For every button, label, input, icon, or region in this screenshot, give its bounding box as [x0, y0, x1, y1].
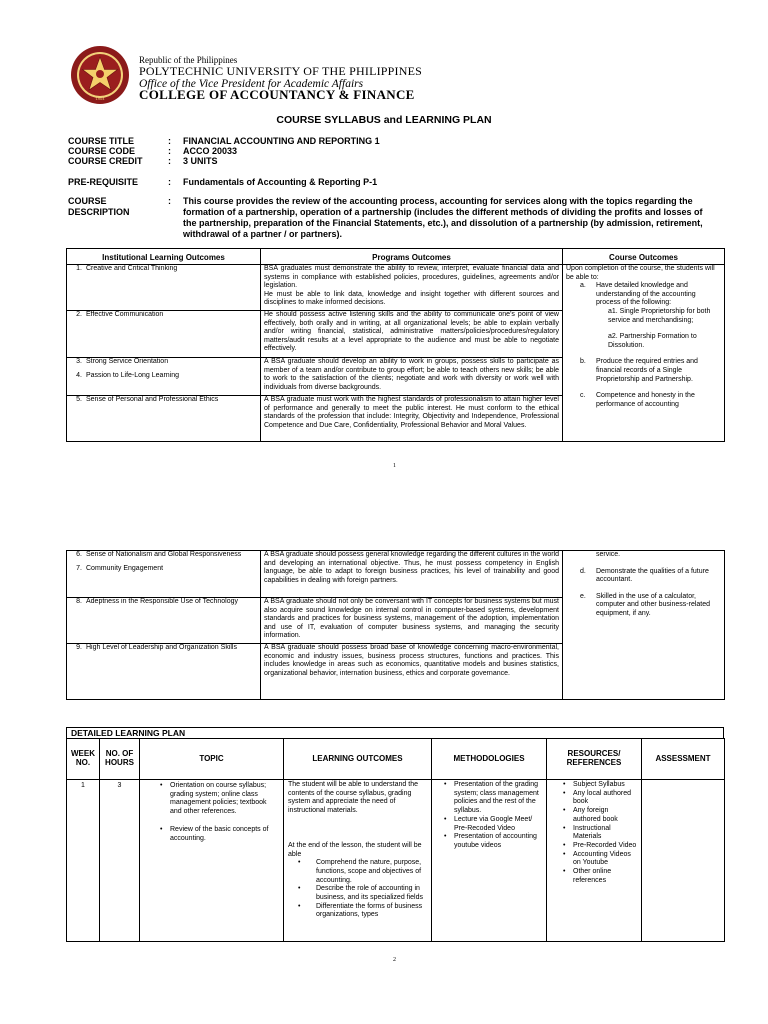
colon: : — [168, 146, 171, 156]
co-item-d: d. Demonstrate the qualities of a future accountant. — [580, 567, 709, 584]
dlp-topic-item: • Orientation on course syllabus; grading system; online class management policies; textbook and other references. — [158, 782, 277, 817]
ilo-item: 9. High Level of Leadership and Organization Skills — [76, 644, 237, 651]
po-cell: A BSA graduate must work with the highest standards of professionalism to attain higher level of performance and generally to meet the public interest. He must conform to the ethical standards of the profession that include: Integrity, Objectivity and Independence, Professional Competence and Due Care, Confidentiality, Professional Behavior and Moral Values. — [261, 396, 563, 442]
po-cell: A BSA graduate should not only be conversant with IT concepts for business systems but must also acquire sound knowledge on internal control in computer-based systems, development standards and practices for business systems, management of the adoption, implementation and use of IT, evaluation of computer business systems, and managing the security information. — [261, 598, 563, 644]
dlp-resource-item: • Accounting Videos on Youtube — [561, 851, 637, 868]
po-cell: He should possess active listening skills and the ability to communicate one’s point of view effectively, both orally and in writing, at all organizational levels; be able to explain verbally and/or writing financial, statistical, administrative matters/policies/procedures/regulatory matters/audit results at a level appropriate to the audience and must be able to negotiate effectively. — [261, 311, 563, 358]
course-description: This course provides the review of the accounting process, accounting for services along with the topics regarding the formation of a partnership, operation of a partnership (includes the different methods of dividing the profits and losses of the partnership, preparation of the Financial Statements, etc.), and dissolution of a partnership (by admission, retirement, withdrawal of a partner / or partners). — [183, 196, 703, 239]
ilo-item: 6. Sense of Nationalism and Global Responsiveness — [76, 551, 242, 558]
dlp-lo-intro: At the end of the lesson, the student will be able — [288, 841, 422, 858]
prerequisite-value: Fundamentals of Accounting & Reporting P-1 — [183, 177, 378, 187]
course-credit-value: 3 UNITS — [183, 156, 218, 166]
dlp-topic-item: • Review of the basic concepts of accounting. — [158, 826, 277, 843]
header-republic: Republic of the Philippines — [139, 55, 238, 65]
dlp-lo-intro: The student will be able to understand the contents of the course syllabus, grading system and appreciate the need of instructional materials. — [288, 781, 418, 815]
co-intro: Upon completion of the course, the students will be able to: — [566, 265, 715, 281]
svg-text:1904: 1904 — [95, 96, 105, 101]
description-label-2: DESCRIPTION — [68, 207, 130, 217]
dlp-resource-item: • Instructional Materials — [561, 825, 637, 842]
po-cell — [261, 265, 563, 311]
po-cell: A BSA graduate should develop an ability to work in groups, possess skills to participate as member of a team and/or contribute to group effort; be able to teach others new skills; be able to work to the satisfaction of the clients; negotiate and work with diversity or work well with individuals from diverse backgrounds. — [261, 358, 563, 396]
dlp-resource-item: • Subject Syllabus — [561, 781, 637, 790]
co-cell — [563, 265, 725, 442]
ilo-cell — [67, 396, 261, 442]
dlp-hours: 3 — [100, 780, 140, 942]
ilo-cell — [67, 358, 261, 396]
dlp-lo-item: • Differentiate the forms of business organizations, types — [296, 903, 427, 920]
po-text: BSA graduates must demonstrate the ability to review, interpret, evaluate financial data and systems in compliance with established policies, procedures, guidelines, agreements and/or legislation. — [264, 265, 559, 290]
document-title: COURSE SYLLABUS and LEARNING PLAN — [276, 114, 492, 126]
ilo-item: 7. Community Engagement — [76, 564, 164, 572]
dlp-resource-item: • Any foreign authored book — [561, 807, 637, 824]
colon: : — [168, 136, 171, 146]
dlp-table — [66, 738, 725, 942]
co-item-e: e. Skilled in the use of a calculator, computer and other business-related equipment, if any. — [580, 592, 711, 617]
course-code-value: ACCO 20033 — [183, 146, 238, 156]
colon: : — [168, 177, 171, 187]
dlp-week: 1 — [67, 780, 100, 942]
dlp-lo-item: • Comprehend the nature, purpose, functions, scope and objectives of accounting. — [296, 859, 427, 885]
page-number: 1 — [393, 463, 396, 469]
dlp-resources-cell — [547, 780, 642, 942]
dlp-topic-cell — [140, 780, 284, 942]
dlp-title: DETAILED LEARNING PLAN — [66, 727, 724, 738]
co-item-c: c. Competence and honesty in the performance of accounting — [580, 392, 695, 408]
dlp-lo-item: • Describe the role of accounting in business, and its specialized fields — [296, 885, 427, 902]
co-item-b: b. Produce the required entries and financial records of a Single Proprietorship and Partnership. — [580, 358, 698, 383]
dlp-method-item: • Presentation of the grading system; class management policies and the rest of the syllabus. — [442, 781, 540, 816]
ilo-item: 3. Strong Service Orientation — [76, 358, 169, 365]
dlp-header-methodologies: METHODOLOGIES — [432, 739, 547, 780]
header-college: COLLEGE OF ACCOUNTANCY & FINANCE — [139, 87, 415, 102]
dlp-method-item: • Presentation of accounting youtube videos — [442, 833, 540, 850]
ilo-cell — [67, 551, 261, 598]
university-seal — [70, 45, 130, 105]
course-code-label: COURSE CODE — [68, 146, 136, 156]
dlp-methodologies-cell — [432, 780, 547, 942]
po-cell: A BSA graduate should possess broad base of knowledge concerning macro-environmental, economic and industry issues, business process structures, functions and practices. This includes knowledge in areas such as economics, quantitative models and busines statistics, organizational behavior, internation business, ethics and corporate governance. — [261, 644, 563, 700]
ilo-cell — [67, 644, 261, 700]
header-po: Programs Outcomes — [261, 249, 563, 265]
dlp-header-hours: NO. OF HOURS — [100, 739, 140, 780]
page-number: 2 — [393, 957, 396, 963]
dlp-header-week: WEEK NO. — [67, 739, 100, 780]
outcomes-table-page-2 — [66, 550, 725, 700]
ilo-item: 5. Sense of Personal and Professional Ethics — [76, 396, 219, 403]
dlp-resource-item: • Any local authored book — [561, 790, 637, 807]
co-item-a1: a1. Single Proprietorship for both service and merchandising; — [608, 307, 711, 324]
dlp-resource-item: • Pre-Recorded Video — [561, 842, 637, 851]
ilo-item: 8. Adeptness in the Responsible Use of Technology — [76, 598, 239, 605]
dlp-header-resources: RESOURCES/ REFERENCES — [547, 739, 642, 780]
dlp-header-topic: TOPIC — [140, 739, 284, 780]
header-ilo: Institutional Learning Outcomes — [67, 249, 261, 265]
course-title-label: COURSE TITLE — [68, 136, 135, 146]
dlp-learning-outcomes-cell — [284, 780, 432, 942]
co-item-a2: a2. Partnership Formation to Dissolution. — [608, 333, 697, 349]
dlp-header-learning-outcomes: LEARNING OUTCOMES — [284, 739, 432, 780]
co-item-c-cont: service. — [596, 551, 621, 558]
header-university: POLYTECHNIC UNIVERSITY OF THE PHILIPPINES — [139, 64, 423, 78]
po-text: He must be able to link data, knowledge and insight together with different sources and disciplines to make informed decisions. — [264, 290, 559, 307]
course-title-value: FINANCIAL ACCOUNTING AND REPORTING 1 — [183, 136, 380, 146]
ilo-item: 2. Effective Communication — [76, 311, 164, 318]
dlp-method-item: • Lecture via Google Meet/ Pre-Recoded Video — [442, 816, 540, 833]
co-cell — [563, 551, 725, 700]
dlp-resource-item: • Other online references — [561, 868, 637, 885]
po-cell: A BSA graduate should possess general knowledge regarding the different cultures in the world and developing an international objective. Thus, he must possess competency in English language, be able to adapt to foreign business practices, his level of trainability and good capabilities in dealing with foreign partners. — [261, 551, 563, 598]
colon: : — [168, 196, 171, 206]
co-item-a: a. Have detailed knowledge and understanding of the accounting process of the following: — [580, 282, 696, 307]
outcomes-table-page-1 — [66, 248, 725, 442]
ilo-cell — [67, 311, 261, 358]
colon: : — [168, 156, 171, 166]
ilo-cell — [67, 598, 261, 644]
description-label-1: COURSE — [68, 196, 107, 206]
prerequisite-label: PRE-REQUISITE — [68, 177, 139, 187]
ilo-item: 1. Creative and Critical Thinking — [76, 265, 178, 272]
course-credit-label: COURSE CREDIT — [68, 156, 143, 166]
header-office: Office of the Vice President for Academic Affairs — [139, 78, 364, 90]
dlp-header-assessment: ASSESSMENT — [642, 739, 725, 780]
ilo-item: 4. Passion to Life-Long Learning — [76, 371, 180, 379]
ilo-cell — [67, 265, 261, 311]
header-co: Course Outcomes — [563, 249, 725, 265]
dlp-assessment-cell — [642, 780, 725, 942]
